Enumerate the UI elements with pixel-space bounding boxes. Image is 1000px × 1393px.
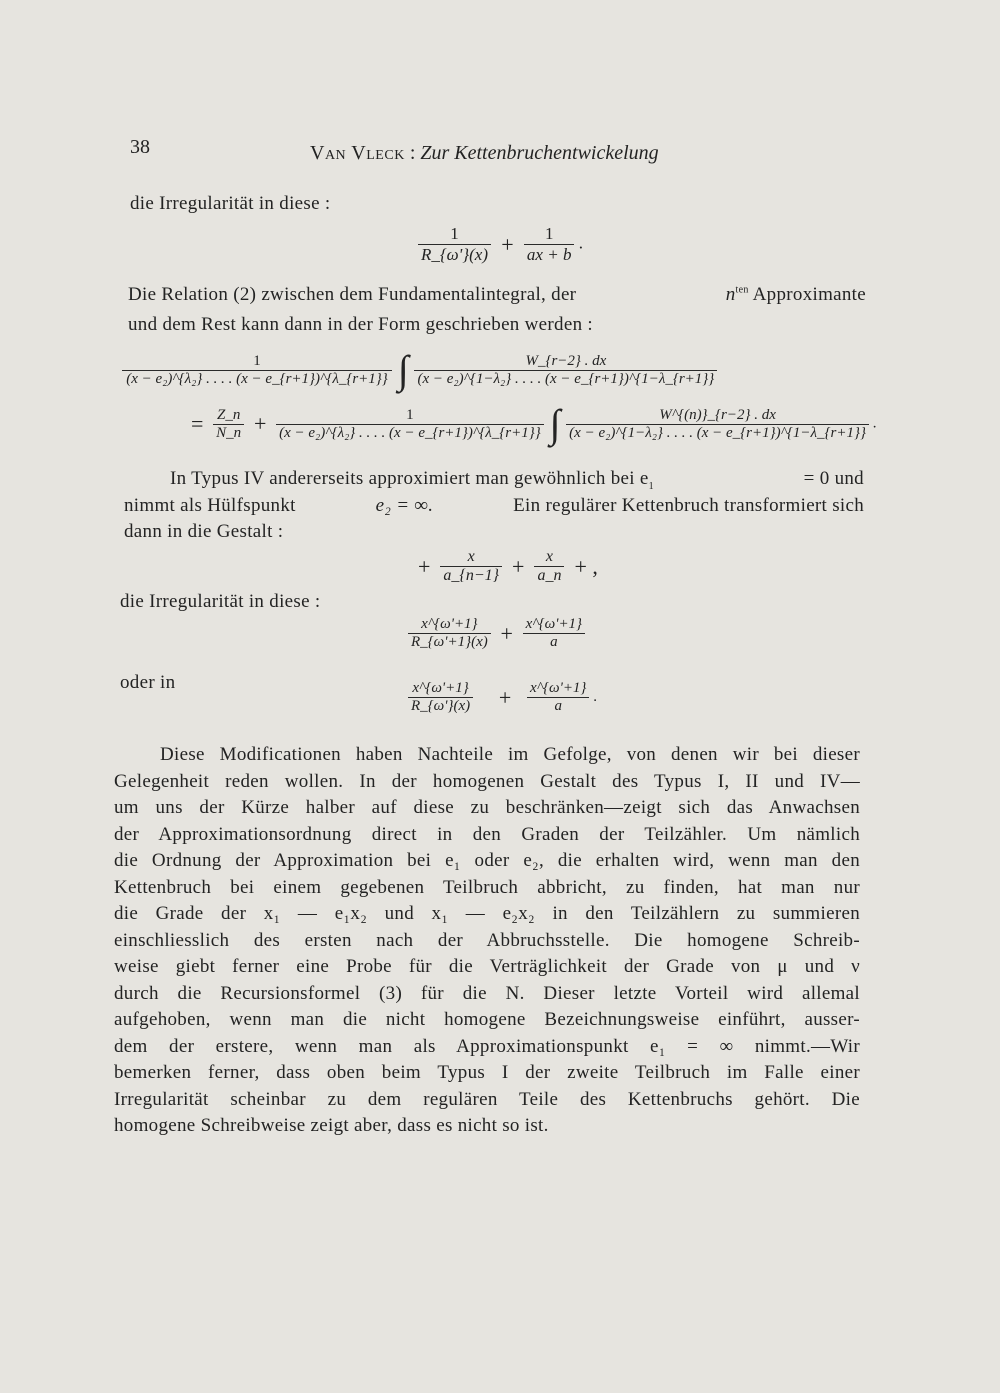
eq2-lhs-num: 1	[122, 353, 392, 371]
page-number: 38	[130, 136, 150, 158]
eq3-lead: +	[418, 553, 431, 579]
paragraph-4: die Irregularität in diese :	[120, 591, 321, 612]
eq3-frac-2	[534, 548, 564, 585]
p3-text-2-end: Ein regulärer Kettenbruch transformiert sich	[513, 495, 864, 516]
eq1-num-2: 1	[524, 224, 575, 245]
integral-sign-1: ∫	[397, 347, 409, 392]
eq2-lhs-den: (x − e₂)^{λ₂} . . . . (x − e_{r+1})^{λ_{r+1}}	[126, 370, 388, 387]
eq3-den-1: a_{n−1}	[443, 567, 500, 584]
header-separator: :	[409, 142, 416, 164]
body-line-12: dem der erstere, wenn man als Approximationspunkt e₁ = ∞ nimmt.—Wir	[114, 1035, 860, 1057]
eq5-plus: +	[498, 684, 512, 710]
eq2-rhs-int-num: W^{(n)}_{r−2} . dx	[566, 407, 869, 425]
body-line-6: Kettenbruch bei einem gegebenen Teilbruch abbricht, zu finden, hat man nur	[114, 876, 860, 898]
eq4-den-2: a	[550, 634, 558, 650]
p3-e1-sub: 1	[648, 480, 654, 492]
body-line-10: durch die Recursionsformel (3) für die N. Dieser letzte Vorteil wird allemal	[114, 982, 860, 1004]
body-line-13: bemerken ferner, dass oben beim Typus I der zweite Teilbruch im Falle einer	[114, 1062, 860, 1083]
eq2-end: .	[872, 415, 877, 432]
eq1-frac-1	[418, 224, 491, 265]
eq2-rhs-int-den: (x − e₂)^{1−λ₂} . . . . (x − e_{r+1})^{1−λ_{r+1}}	[569, 424, 867, 441]
paragraph-3-line-2	[124, 495, 864, 517]
eq5-num-1: x^{ω'+1}	[408, 680, 473, 698]
p2-end: Approximante	[752, 284, 866, 305]
paragraph-1: die Irregularität in diese :	[130, 193, 331, 214]
eq3-frac-1	[440, 548, 502, 585]
eq5-den-1: R_{ω'}(x)	[411, 698, 471, 714]
eq1-end: .	[578, 233, 583, 253]
eq2-rhs-int-frac	[566, 407, 869, 442]
eq1-den-2: ax + b	[526, 245, 572, 264]
eq5-end: .	[593, 688, 597, 705]
paragraph-5: oder in	[120, 672, 176, 693]
body-line-14: Irregularität scheinbar zu dem regulären Teile des Kettenbruchs gehört. Die	[114, 1088, 860, 1110]
eq5-frac-2	[527, 680, 589, 715]
eq4-plus: +	[500, 620, 513, 646]
eq1-plus: +	[501, 231, 514, 257]
eq5-den-2: a	[554, 698, 562, 714]
eq2-rhs-num: 1	[276, 407, 544, 425]
eq2-plus: +	[253, 411, 267, 436]
equation-4	[408, 616, 585, 651]
p3-text-1-end: = 0 und	[803, 468, 864, 489]
eq2-lhs-frac	[122, 353, 392, 388]
body-line-8: einschliesslich des ersten nach der Abbruchsstelle. Die homogene Schreib-	[114, 929, 860, 951]
running-header	[310, 142, 659, 165]
eq4-frac-2	[523, 616, 585, 651]
eq2-z-frac	[213, 407, 244, 442]
eq1-frac-2	[524, 224, 575, 265]
eq3-num-1: x	[440, 548, 502, 567]
eq4-num-1: x^{ω'+1}	[408, 616, 491, 634]
eq4-den-1: R_{ω'+1}(x)	[411, 634, 488, 650]
eq2-int-den: (x − e₂)^{1−λ₂} . . . . (x − e_{r+1})^{1−λ_{r+1}}	[417, 370, 715, 387]
eq3-trail: + ,	[574, 553, 598, 579]
eq2-rhs-frac	[276, 407, 544, 442]
body-line-15: homogene Schreibweise zeigt aber, dass es nicht so ist.	[114, 1115, 549, 1136]
eq5-frac-1	[408, 680, 473, 715]
equation-2-rhs	[185, 401, 877, 446]
p2-nten: n	[725, 284, 736, 305]
paragraph-2-line-1	[128, 284, 866, 306]
eq1-num-1: 1	[418, 224, 491, 245]
body-line-5: die Ordnung der Approximation bei e₁ oder e₂, die erhalten wird, wenn man den	[114, 850, 860, 871]
p3-text-2-math: e₂ = ∞.	[375, 495, 434, 516]
header-author: Van Vleck	[310, 142, 405, 164]
body-line-1: Diese Modificationen haben Nachteile im Gefolge, von denen wir bei dieser	[160, 744, 860, 765]
paragraph-3-line-3: dann in die Gestalt :	[124, 521, 284, 542]
eq4-num-2: x^{ω'+1}	[523, 616, 585, 634]
eq2-int-num: W_{r−2} . dx	[414, 353, 717, 371]
eq2-z-num: Z_n	[213, 407, 244, 425]
eq2-int-frac	[414, 353, 717, 388]
p2-nten-sup: ten	[735, 284, 749, 296]
equation-3	[412, 548, 604, 585]
eq2-rhs-den: (x − e₂)^{λ₂} . . . . (x − e_{r+1})^{λ_{r+1}}	[279, 424, 541, 441]
body-paragraph	[114, 742, 860, 1140]
body-line-9: weise giebt ferner eine Probe für die Verträglichkeit der Grade von μ und ν	[114, 956, 860, 977]
equation-1	[418, 224, 583, 265]
p3-text-1: In Typus IV andererseits approximiert man gewöhnlich bei e	[170, 468, 649, 489]
p3-text-2-start: nimmt als Hülfspunkt	[124, 495, 296, 516]
eq5-num-2: x^{ω'+1}	[527, 680, 589, 698]
body-line-7: die Grade der x₁ — e₁x₂ und x₁ — e₂x₂ in den Teilzählern zu summieren	[114, 903, 860, 924]
body-line-4: der Approximationsordnung direct in den Graden der Teilzähler. Um nämlich	[114, 823, 860, 845]
paragraph-2-line-2: und dem Rest kann dann in der Form geschrieben werden :	[128, 314, 593, 335]
equation-5	[408, 680, 597, 715]
body-line-3: um uns der Kürze halber auf diese zu beschränken—zeigt sich das Anwachsen	[114, 797, 860, 818]
body-line-11: aufgehoben, wenn man die nicht homogene Bezeichnungsweise einführt, ausser-	[114, 1009, 860, 1030]
paragraph-3-line-1	[170, 468, 864, 492]
p2-text: Die Relation (2) zwischen dem Fundamentalintegral, der	[128, 284, 577, 305]
eq3-den-2: a_n	[537, 567, 562, 584]
body-line-2: Gelegenheit reden wollen. In der homogenen Gestalt des Typus I, II und IV—	[114, 770, 860, 792]
header-title: Zur Kettenbruchentwickelung	[420, 142, 659, 164]
eq3-plus: +	[512, 553, 525, 579]
eq4-frac-1	[408, 616, 491, 651]
eq3-num-2: x	[534, 548, 564, 567]
eq1-den-1: R_{ω'}(x)	[421, 245, 488, 264]
equation-2-lhs	[122, 347, 717, 392]
eq2-equals: =	[191, 411, 204, 436]
eq2-z-den: N_n	[216, 424, 242, 441]
integral-sign-2: ∫	[549, 401, 561, 446]
